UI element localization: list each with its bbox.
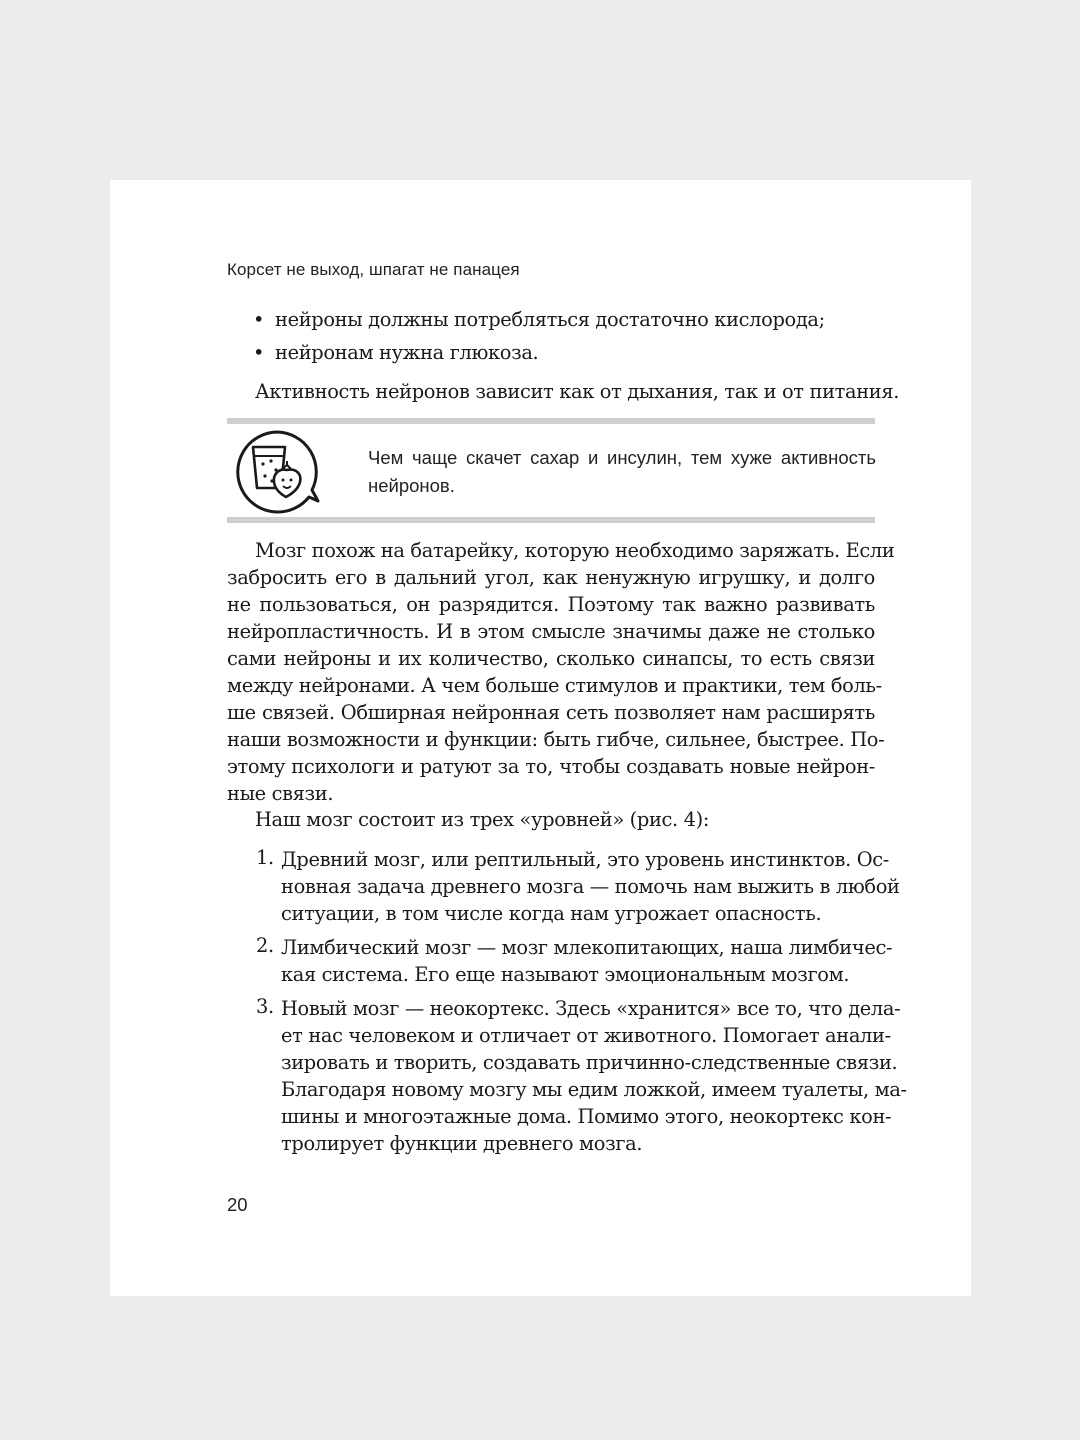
body-paragraph — [227, 537, 895, 807]
numbered-item — [256, 846, 900, 927]
callout-bottom-rule — [227, 517, 875, 523]
item-line: зировать и творить, создавать причинно-следственные связи. — [281, 1051, 898, 1074]
bullet-marker: • — [253, 308, 265, 331]
paragraph-line: этому психологи и ратуют за то, чтобы создавать новые нейрон- — [227, 755, 875, 778]
item-number: 1. — [256, 846, 274, 869]
item-number: 2. — [256, 934, 274, 957]
item-line: Лимбический мозг — мозг млекопитающих, наша лимбичес- — [281, 936, 893, 959]
item-line: тролирует функции древнего мозга. — [281, 1132, 643, 1155]
bullet-text: нейроны должны потребляться достаточно кислорода; — [275, 308, 825, 331]
bullet-item — [253, 305, 893, 338]
item-line: кая система. Его еще называют эмоциональным мозгом. — [281, 963, 850, 986]
item-line: ситуации, в том числе когда нам угрожает опасность. — [281, 902, 822, 925]
paragraph-line: забросить его в дальний угол, как ненужную игрушку, и долго — [227, 566, 875, 589]
list-intro-paragraph: Наш мозг состоит из трех «уровней» (рис. 4): — [255, 808, 710, 831]
item-line: Древний мозг, или рептильный, это уровень инстинктов. Ос- — [281, 848, 889, 871]
lead-paragraph: Активность нейронов зависит как от дыхания, так и от питания. — [255, 380, 900, 403]
bullet-list — [253, 305, 893, 371]
running-head: Корсет не выход, шпагат не панацея — [227, 260, 520, 279]
paragraph-line: ше связей. Обширная нейронная сеть позволяет нам расширять — [227, 701, 875, 724]
book-page — [110, 180, 971, 1296]
glass-and-strawberry-speech-bubble-icon — [226, 428, 324, 514]
paragraph-line: между нейронами. А чем больше стимулов и практики, тем боль- — [227, 674, 882, 697]
numbered-list — [256, 846, 907, 1157]
numbered-item — [256, 934, 893, 988]
paragraph-line: не пользоваться, он разрядится. Поэтому так важно развивать — [227, 593, 875, 616]
page-number: 20 — [227, 1194, 248, 1215]
paragraph-line: ные связи. — [227, 782, 334, 805]
bullet-text: нейронам нужна глюкоза. — [275, 341, 539, 364]
paragraph-line: нейропластичность. И в этом смысле значимы даже не столько — [227, 620, 875, 643]
callout-top-rule — [227, 418, 875, 424]
paragraph-line: сами нейроны и их количество, сколько синапсы, то есть связи — [227, 647, 875, 670]
item-line: Новый мозг — неокортекс. Здесь «хранится» все то, что дела- — [281, 997, 901, 1020]
bullet-item — [253, 338, 893, 371]
bullet-marker: • — [253, 341, 265, 364]
paragraph-line: Мозг похож на батарейку, которую необходимо заряжать. Если — [255, 539, 895, 562]
item-line: шины и многоэтажные дома. Помимо этого, неокортекс кон- — [281, 1105, 892, 1128]
numbered-item — [256, 995, 907, 1157]
item-number: 3. — [256, 995, 274, 1018]
item-line: ет нас человеком и отличает от животного. Помогает анали- — [281, 1024, 891, 1047]
callout-text: Чем чаще скачет сахар и инсулин, тем хуже активность нейронов. — [368, 447, 876, 496]
item-line: Благодаря новому мозгу мы едим ложкой, имеем туалеты, ма- — [281, 1078, 907, 1101]
paragraph-line: наши возможности и функции: быть гибче, сильнее, быстрее. По- — [227, 728, 885, 751]
item-line: новная задача древнего мозга — помочь нам выжить в любой — [281, 875, 900, 898]
